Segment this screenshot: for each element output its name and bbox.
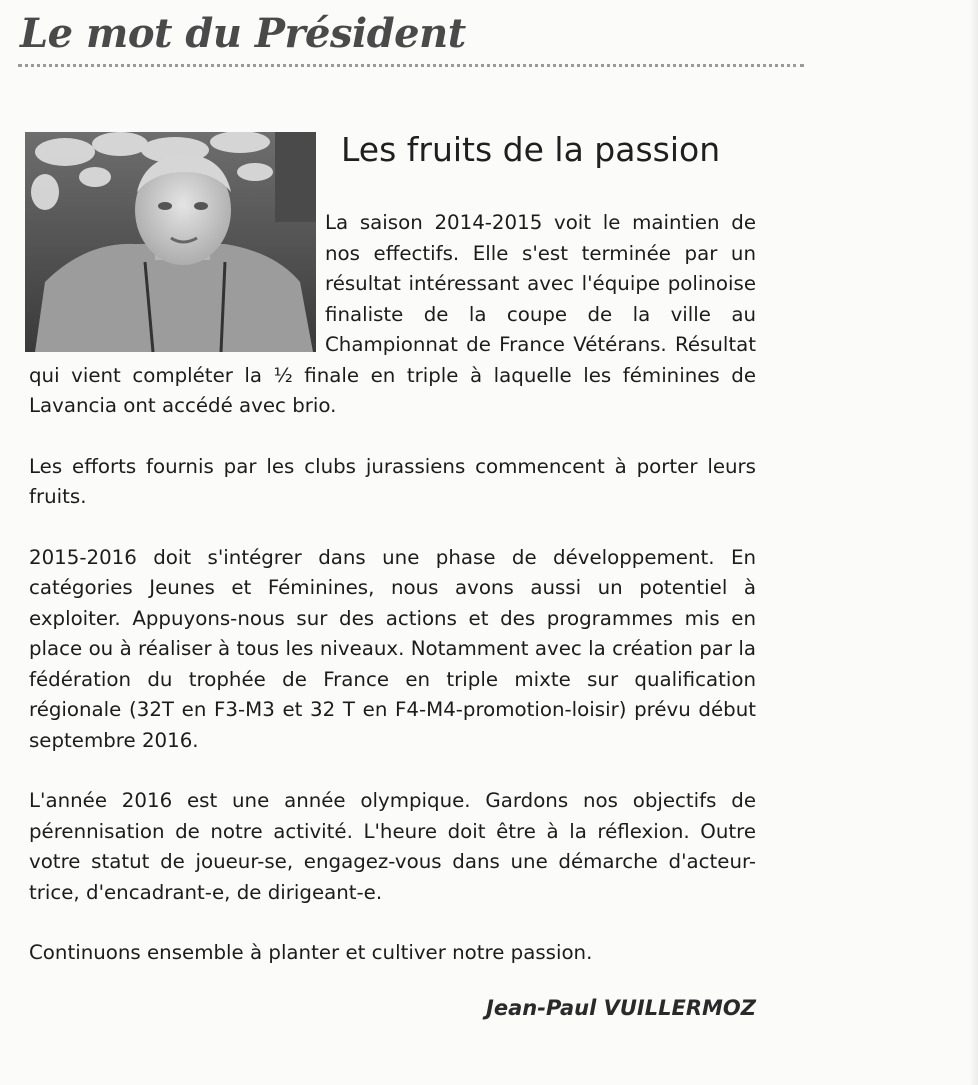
paragraph-5: Continuons ensemble à planter et cultiver notre passion. — [29, 941, 593, 964]
paragraph-4: L'année 2016 est une année olympique. Gardons nos objectifs de pérennisation de notre activité. L'heure doit être à la réflexion. Outre votre statut de joueur-se, engagez-vous dans une démarche d'acteur-trice, d'encadrant-e, de dirigeant-e. — [29, 789, 756, 904]
article-body — [29, 208, 756, 969]
dotted-divider — [18, 64, 804, 67]
paragraph-1: La saison 2014-2015 voit le maintien de nos effectifs. Elle s'est terminée par un résultat intéressant avec l'équipe polinoise finaliste de la coupe de la ville au Championnat de France Vétérans. Résultat qui vient compléter la ½ finale en triple à laquelle les féminines de Lavancia ont accédé avec brio. — [29, 211, 756, 417]
paragraph-2: Les efforts fournis par les clubs jurassiens commencent à porter leurs fruits. — [29, 454, 756, 508]
article-title: Les fruits de la passion — [341, 130, 721, 169]
photo-wrap-spacer — [29, 208, 325, 355]
page-edge — [970, 0, 978, 1085]
paragraph-3: 2015-2016 doit s'intégrer dans une phase de développement. En catégories Jeunes et Féminines, nous avons aussi un potentiel à exploiter. Appuyons-nous sur des actions et des programmes mis en place ou à réaliser à tous les niveaux. Notamment avec la création par la fédération du trophée de France en triple mixte sur qualification régionale (32T en F3-M3 et 32 T en F4-M4-promotion-loisir) prévu début septembre 2016. — [29, 545, 756, 752]
page-title: Le mot du Président — [20, 10, 466, 57]
signature: Jean-Paul VUILLERMOZ — [486, 996, 756, 1020]
